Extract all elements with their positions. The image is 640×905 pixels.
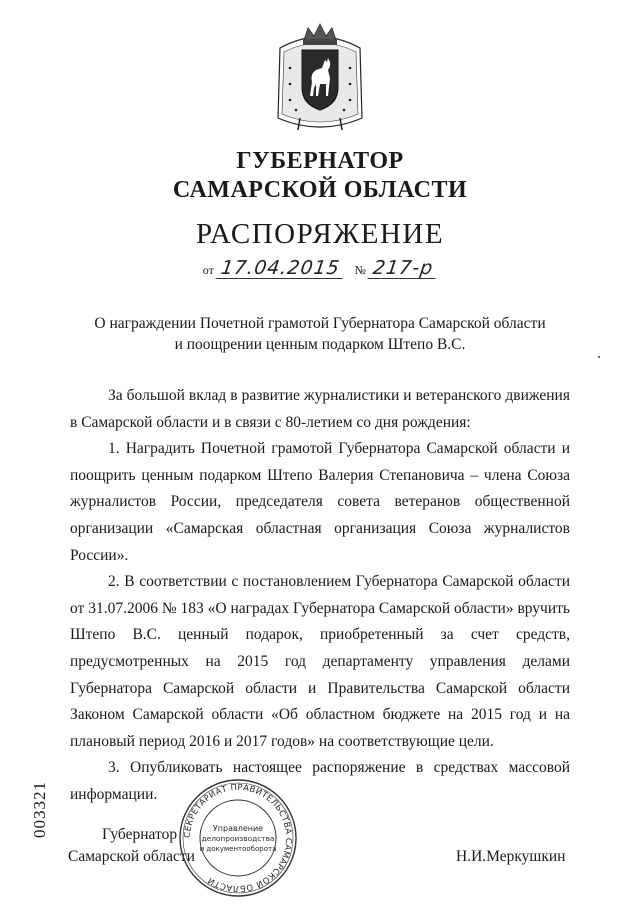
document-body xyxy=(70,383,570,809)
date-prefix: от xyxy=(202,263,214,277)
number-prefix: № xyxy=(354,263,367,277)
item-1-paragraph: 1. Наградить Почетной грамотой Губернатора Самарской области и поощрить ценным подарком Штепо Валерия Степановича – члена Союза журналистов России, председателя совета ветеранов общественной организации «Самарская областная организация Союза журналистов России». xyxy=(70,440,570,564)
subject-line-1: О награждении Почетной грамотой Губернатора Самарской области xyxy=(94,315,546,332)
date-number-line xyxy=(0,258,640,282)
coat-of-arms-emblem xyxy=(270,18,370,136)
signer-position-line-2: Самарской области xyxy=(68,848,195,865)
item-2-paragraph: 2. В соответствии с постановлением Губернатора Самарской области от 31.07.2006 № 183 «О наградах Губернатора Самарской области» вручить Штепо В.С. ценный подарок, приобретенный за счет средств, предусмотренных на 2015 год департаменту управления делами Губернатора Самарской области и Правительства Самарской области Законом Самарской области «Об областном бюджете на 2015 год и на плановый период 2016 и 2017 годов» на соответствующие цели. xyxy=(70,573,570,750)
registration-number: 003321 xyxy=(30,781,49,838)
intro-paragraph: За большой вклад в развитие журналистики и ветеранского движения в Самарской области и в связи с 80-летием со дня рождения: xyxy=(70,387,570,431)
handwritten-date: 17.04.2015 xyxy=(215,258,345,279)
handwritten-number: 217-р xyxy=(368,258,439,279)
item-3-paragraph: 3. Опубликовать настоящее распоряжение в средствах массовой информации. xyxy=(70,759,570,803)
document-subject xyxy=(0,313,640,355)
document-type-heading: РАСПОРЯЖЕНИЕ xyxy=(195,218,445,250)
governor-title: ГУБЕРНАТОР xyxy=(236,148,404,174)
stamp-center-line-3: и документооборота xyxy=(199,845,277,853)
stamp-center-line-1: Управление xyxy=(212,824,264,833)
margin-mark xyxy=(598,356,600,358)
signer-position-line-1: Губернатор xyxy=(102,826,178,843)
stamp-center-line-2: делопроизводства xyxy=(201,834,275,843)
signer-name: Н.И.Меркушкин xyxy=(456,848,566,865)
stamp-ring-text: СЕКРЕТАРИАТ ПРАВИТЕЛЬСТВА САМАРСКОЙ ОБЛАСТИ xyxy=(181,781,295,895)
region-title: САМАРСКОЙ ОБЛАСТИ xyxy=(172,177,468,203)
subject-line-2: и поощрении ценным подарком Штепо В.С. xyxy=(174,336,466,353)
office-stamp xyxy=(176,776,300,900)
